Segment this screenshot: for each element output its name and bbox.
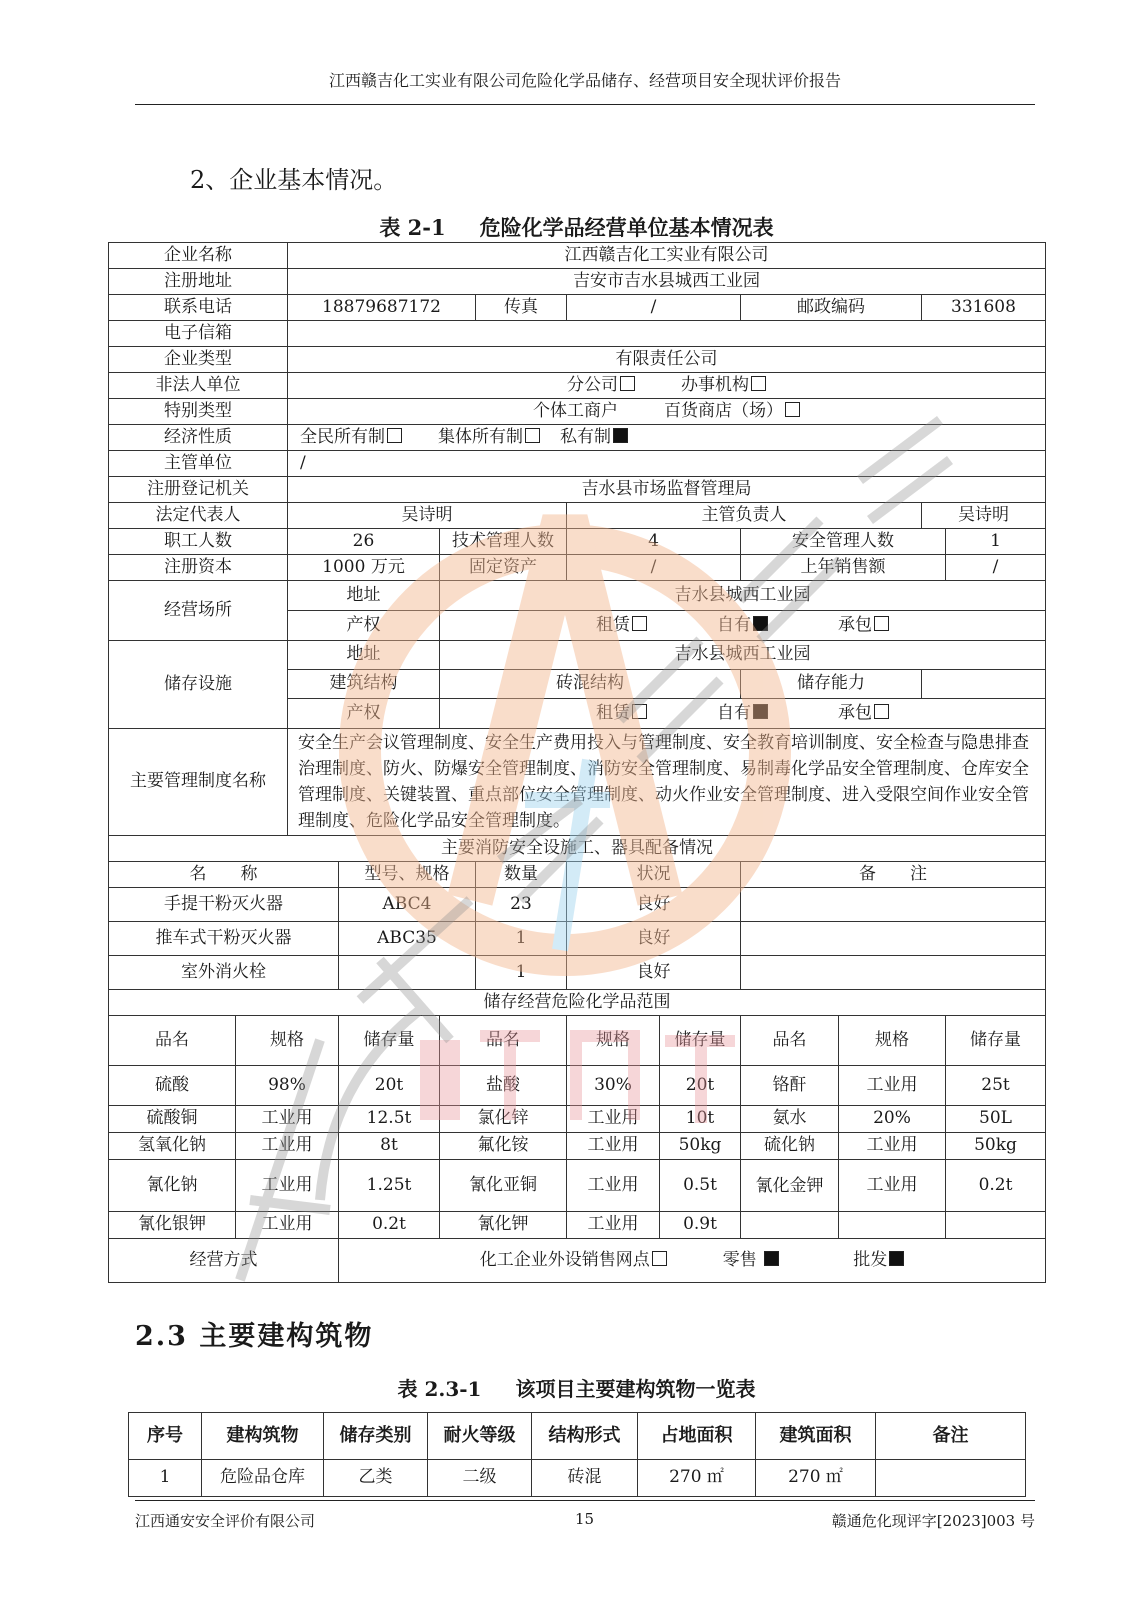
option-public: 全民所有制 (300, 426, 385, 447)
fixed-assets-label: 固定资产 (440, 555, 567, 581)
non-legal-options (288, 373, 1046, 399)
checkbox-empty-icon (874, 704, 889, 719)
rules-value: 安全生产会议管理制度、安全生产费用投入与管理制度、安全教育培训制度、安全检查与隐患排查治理制度、防火、防爆安全管理制度、消防安全管理制度、易制毒化学品安全管理制度、仓库安全管理制度、关键装置、重点部位安全管理制度、动火作业安全管理制度、进入受限空间作业安全管理制度、危险化学品安全管理制度。 (288, 729, 1046, 836)
fire-status: 良好 (567, 922, 741, 956)
table-row (109, 1133, 1046, 1160)
chem-amount: 50L (946, 1106, 1046, 1133)
table-row (109, 1239, 1046, 1283)
table-cell (876, 1460, 1026, 1497)
table-cell: 二级 (428, 1460, 532, 1497)
table-row (109, 295, 1046, 321)
legal-rep-value: 吴诗明 (288, 503, 567, 529)
chem-name: 硫酸 (109, 1066, 236, 1106)
table-row (109, 373, 1046, 399)
fire-status: 良好 (567, 956, 741, 990)
fire-model: ABC4 (339, 888, 476, 922)
tech-value: 4 (567, 529, 741, 555)
table-row (109, 862, 1046, 888)
structure-value: 砖混结构 (440, 670, 741, 699)
table-row (109, 1106, 1046, 1133)
column-header: 建构筑物 (202, 1413, 324, 1460)
checkbox-filled-icon (764, 1251, 779, 1266)
sales-value: / (946, 555, 1046, 581)
chem-spec: 30% (567, 1066, 660, 1106)
chem-spec: 98% (236, 1066, 339, 1106)
phone-label: 联系电话 (109, 295, 288, 321)
staff-label: 职工人数 (109, 529, 288, 555)
chem-spec: 工业用 (567, 1106, 660, 1133)
option-contract: 承包 (838, 702, 872, 723)
checkbox-empty-icon (632, 616, 647, 631)
chem-name (741, 1212, 839, 1239)
chem-amount: 20t (660, 1066, 741, 1106)
address-label: 注册地址 (109, 269, 288, 295)
capacity-label: 储存能力 (741, 670, 922, 699)
column-header: 建筑面积 (756, 1413, 876, 1460)
table-row (109, 1212, 1046, 1239)
table-row (109, 477, 1046, 503)
fire-header-model: 型号、规格 (339, 862, 476, 888)
footer-rule (135, 1500, 1035, 1501)
chem-spec: 工业用 (567, 1212, 660, 1239)
column-header: 备注 (876, 1413, 1026, 1460)
chem-spec: 工业用 (567, 1160, 660, 1212)
email-label: 电子信箱 (109, 321, 288, 347)
table-row (109, 529, 1046, 555)
storage-address-value: 吉水县城西工业园 (440, 641, 1046, 670)
tech-label: 技术管理人数 (440, 529, 567, 555)
checkbox-filled-icon (613, 428, 628, 443)
chem-header-spec: 规格 (567, 1016, 660, 1066)
table-row (109, 425, 1046, 451)
checkbox-filled-icon (753, 704, 768, 719)
chem-header-name: 品名 (741, 1016, 839, 1066)
chem-name: 氯化锌 (440, 1106, 567, 1133)
sales-label: 上年销售额 (741, 555, 946, 581)
table-row (109, 990, 1046, 1016)
buildings-table (128, 1412, 1026, 1497)
table-row (109, 922, 1046, 956)
checkbox-empty-icon (874, 616, 889, 631)
storage-property-options (440, 699, 1046, 729)
staff-value: 26 (288, 529, 440, 555)
economy-label: 经济性质 (109, 425, 288, 451)
chem-amount: 1.25t (339, 1160, 440, 1212)
fire-qty: 1 (476, 922, 567, 956)
table-row (109, 451, 1046, 477)
supervisor-label: 主管单位 (109, 451, 288, 477)
option-rent: 租赁 (596, 702, 630, 723)
table-cell: 1 (129, 1460, 202, 1497)
fire-model: ABC35 (339, 922, 476, 956)
phone-value: 18879687172 (288, 295, 476, 321)
storage-label: 储存设施 (109, 641, 288, 729)
storage-property-label: 产权 (288, 699, 440, 729)
chem-spec: 工业用 (236, 1160, 339, 1212)
chem-amount: 20t (339, 1066, 440, 1106)
chem-header-name: 品名 (440, 1016, 567, 1066)
site-property-options (440, 611, 1046, 641)
fire-status: 良好 (567, 888, 741, 922)
safety-value: 1 (946, 529, 1046, 555)
rules-label: 主要管理制度名称 (109, 729, 288, 836)
chem-name: 氰化亚铜 (440, 1160, 567, 1212)
page-number: 15 (575, 1510, 595, 1528)
table-row (109, 399, 1046, 425)
table-row (109, 555, 1046, 581)
chem-header-spec: 规格 (236, 1016, 339, 1066)
column-header: 结构形式 (532, 1413, 638, 1460)
table-cell: 270 ㎡ (638, 1460, 756, 1497)
option-office: 办事机构 (681, 374, 749, 395)
chem-name: 氰化钾 (440, 1212, 567, 1239)
chem-name: 氟化铵 (440, 1133, 567, 1160)
chem-amount: 8t (339, 1133, 440, 1160)
checkbox-empty-icon (525, 428, 540, 443)
table-row (109, 1066, 1046, 1106)
running-header: 江西赣吉化工实业有限公司危险化学品储存、经营项目安全现状评价报告 (328, 71, 841, 90)
fire-name: 室外消火栓 (109, 956, 339, 990)
checkbox-empty-icon (652, 1251, 667, 1266)
fire-qty: 1 (476, 956, 567, 990)
company-name-value: 江西赣吉化工实业有限公司 (288, 243, 1046, 269)
checkbox-empty-icon (785, 402, 800, 417)
column-header: 储存类别 (324, 1413, 428, 1460)
site-property-label: 产权 (288, 611, 440, 641)
table-header-row (129, 1413, 1026, 1460)
manager-label: 主管负责人 (567, 503, 922, 529)
manager-value: 吴诗明 (922, 503, 1046, 529)
postcode-value: 331608 (922, 295, 1046, 321)
chem-name: 铬酐 (741, 1066, 839, 1106)
chem-spec: 工业用 (567, 1133, 660, 1160)
chem-spec (839, 1212, 946, 1239)
table-row (109, 347, 1046, 373)
option-own: 自有 (717, 614, 751, 635)
safety-label: 安全管理人数 (741, 529, 946, 555)
chem-header-spec: 规格 (839, 1016, 946, 1066)
table1-title: 危险化学品经营单位基本情况表 (479, 215, 774, 240)
chem-name: 氰化钠 (109, 1160, 236, 1212)
capacity-value (922, 670, 1046, 699)
option-store: 百货商店（场） (664, 400, 783, 421)
postcode-label: 邮政编码 (741, 295, 922, 321)
table-row (109, 1016, 1046, 1066)
column-header: 耐火等级 (428, 1413, 532, 1460)
chem-name: 硫酸铜 (109, 1106, 236, 1133)
chem-header-amount: 储存量 (339, 1016, 440, 1066)
capital-value: 1000 万元 (288, 555, 440, 581)
chem-amount: 0.2t (339, 1212, 440, 1239)
chem-name: 硫化钠 (741, 1133, 839, 1160)
table2-title: 该项目主要建构筑物一览表 (515, 1377, 756, 1401)
column-header: 序号 (129, 1413, 202, 1460)
registrar-label: 注册登记机关 (109, 477, 288, 503)
site-label: 经营场所 (109, 581, 288, 641)
header-rule (135, 104, 1035, 105)
column-header: 占地面积 (638, 1413, 756, 1460)
table-cell: 270 ㎡ (756, 1460, 876, 1497)
option-own: 自有 (717, 702, 751, 723)
checkbox-filled-icon (889, 1251, 904, 1266)
email-value (288, 321, 1046, 347)
table-row (129, 1460, 1026, 1497)
option-retail: 零售 (722, 1249, 757, 1270)
mode-label: 经营方式 (109, 1239, 339, 1283)
table-row (109, 888, 1046, 922)
chem-name: 氢氧化钠 (109, 1133, 236, 1160)
table1-caption (108, 212, 1045, 242)
storage-address-label: 地址 (288, 641, 440, 670)
table-row (109, 321, 1046, 347)
checkbox-empty-icon (751, 376, 766, 391)
capital-label: 注册资本 (109, 555, 288, 581)
fire-remark (741, 956, 1046, 990)
chem-header-name: 品名 (109, 1016, 236, 1066)
fire-qty: 23 (476, 888, 567, 922)
chem-amount: 0.9t (660, 1212, 741, 1239)
chem-amount: 0.2t (946, 1160, 1046, 1212)
chem-spec: 工业用 (236, 1133, 339, 1160)
economy-options (288, 425, 1046, 451)
registrar-value: 吉水县市场监督管理局 (288, 477, 1046, 503)
type-label: 企业类型 (109, 347, 288, 373)
chem-spec: 20% (839, 1106, 946, 1133)
checkbox-empty-icon (387, 428, 402, 443)
table2-caption (128, 1373, 1025, 1402)
checkbox-empty-icon (632, 704, 647, 719)
chem-spec: 工业用 (839, 1133, 946, 1160)
chem-name: 氨水 (741, 1106, 839, 1133)
type-value: 有限责任公司 (288, 347, 1046, 373)
table-cell: 乙类 (324, 1460, 428, 1497)
option-private: 私有制 (560, 426, 611, 447)
table1-number: 表 2-1 (379, 215, 446, 240)
fax-value: / (567, 295, 741, 321)
fire-section-title: 主要消防安全设施工、器具配备情况 (109, 836, 1046, 862)
fire-remark (741, 888, 1046, 922)
option-contract: 承包 (838, 614, 872, 635)
option-rent: 租赁 (596, 614, 630, 635)
non-legal-label: 非法人单位 (109, 373, 288, 399)
chem-amount: 50kg (660, 1133, 741, 1160)
option-wholesale: 批发 (853, 1249, 888, 1270)
table-row (109, 581, 1046, 611)
chem-amount (946, 1212, 1046, 1239)
mode-options (339, 1239, 1046, 1283)
chem-spec: 工业用 (236, 1212, 339, 1239)
fire-name: 手提干粉灭火器 (109, 888, 339, 922)
fire-model (339, 956, 476, 990)
site-address-label: 地址 (288, 581, 440, 611)
special-label: 特别类型 (109, 399, 288, 425)
fire-header-remark: 备 注 (741, 862, 1046, 888)
fire-remark (741, 922, 1046, 956)
fire-header-qty: 数量 (476, 862, 567, 888)
chem-amount: 12.5t (339, 1106, 440, 1133)
chem-spec: 工业用 (839, 1160, 946, 1212)
option-collective: 集体所有制 (438, 426, 523, 447)
chem-amount: 10t (660, 1106, 741, 1133)
section-heading: 2、企业基本情况。 (190, 166, 398, 194)
option-branch: 分公司 (567, 374, 618, 395)
chem-spec: 工业用 (236, 1106, 339, 1133)
supervisor-value: / (288, 451, 1046, 477)
company-name-label: 企业名称 (109, 243, 288, 269)
footer-doc-number: 赣通危化现评字[2023]003 号 (831, 1512, 1035, 1530)
legal-rep-label: 法定代表人 (109, 503, 288, 529)
chem-amount: 25t (946, 1066, 1046, 1106)
chem-name: 盐酸 (440, 1066, 567, 1106)
site-address-value: 吉水县城西工业园 (440, 581, 1046, 611)
table2-number: 表 2.3-1 (397, 1377, 482, 1401)
table-row (109, 503, 1046, 529)
option-outlet: 化工企业外设销售网点 (479, 1249, 650, 1270)
section-heading-2-3: 2.3 主要建构筑物 (135, 1321, 374, 1352)
table-cell: 危险品仓库 (202, 1460, 324, 1497)
fax-label: 传真 (476, 295, 567, 321)
chem-section-title: 储存经营危险化学品范围 (109, 990, 1046, 1016)
table-row (109, 836, 1046, 862)
fire-header-name: 名 称 (109, 862, 339, 888)
checkbox-filled-icon (753, 616, 768, 631)
chem-name: 氰化银钾 (109, 1212, 236, 1239)
chem-spec: 工业用 (839, 1066, 946, 1106)
special-options (288, 399, 1046, 425)
table-row (109, 269, 1046, 295)
footer-company: 江西通安安全评价有限公司 (135, 1512, 316, 1530)
chem-amount: 0.5t (660, 1160, 741, 1212)
table-cell: 砖混 (532, 1460, 638, 1497)
chem-header-amount: 储存量 (946, 1016, 1046, 1066)
fire-name: 推车式干粉灭火器 (109, 922, 339, 956)
table-row (109, 1160, 1046, 1212)
table-row (109, 956, 1046, 990)
basic-info-table (108, 242, 1046, 1283)
chem-amount: 50kg (946, 1133, 1046, 1160)
option-individual: 个体工商户 (533, 400, 618, 421)
structure-label: 建筑结构 (288, 670, 440, 699)
fire-header-status: 状况 (567, 862, 741, 888)
checkbox-empty-icon (620, 376, 635, 391)
table-row (109, 729, 1046, 836)
chem-header-amount: 储存量 (660, 1016, 741, 1066)
table-row (109, 243, 1046, 269)
fixed-assets-value: / (567, 555, 741, 581)
table-row (109, 641, 1046, 670)
address-value: 吉安市吉水县城西工业园 (288, 269, 1046, 295)
chem-name: 氰化金钾 (741, 1160, 839, 1212)
